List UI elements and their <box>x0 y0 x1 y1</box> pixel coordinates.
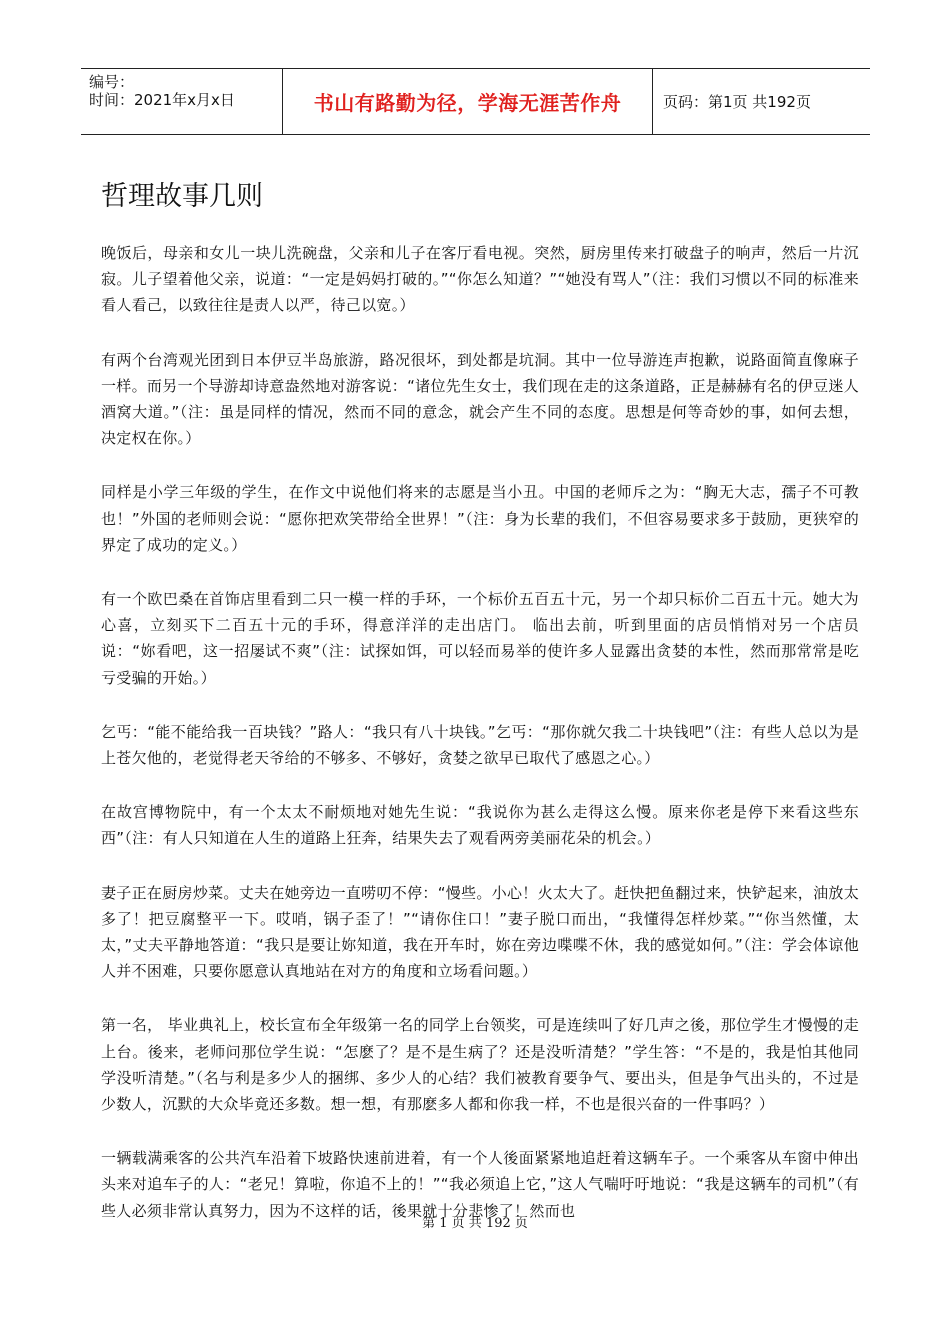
header-page-info: 页码：第1页 共192页 <box>663 93 811 111</box>
document-body <box>101 240 859 1252</box>
paragraph: 同样是小学三年级的学生，在作文中说他们将来的志愿是当小丑。中国的老师斥之为：“胸无大志，孺子不可教也！”外国的老师则会说：“愿你把欢笑带给全世界！”（注：身为长辈的我们，不但容易要求多于鼓励，更狭窄的界定了成功的定义。） <box>101 483 859 554</box>
paragraph: 晚饭后，母亲和女儿一块儿洗碗盘，父亲和儿子在客厅看电视。突然，厨房里传来打破盘子的响声，然后一片沉寂。儿子望着他父亲，说道：“一定是妈妈打破的。”“你怎么知道？”“她没有骂人”（注：我们习惯以不同的标准来看人看己，以致往往是责人以严，待己以宽。） <box>101 244 859 315</box>
paragraph: 在故宫博物院中，有一个太太不耐烦地对她先生说：“我说你为甚么走得这么慢。原来你老是停下来看这些东西”（注：有人只知道在人生的道路上狂奔，结果失去了观看两旁美丽花朵的机会。） <box>101 803 859 848</box>
date-label: 时间：2021年x月x日 <box>89 91 235 109</box>
header-table <box>81 68 870 135</box>
paragraph: 有一个欧巴桑在首饰店里看到二只一模一样的手环，一个标价五百五十元，另一个却只标价二百五十元。她大为心喜，立刻买下二百五十元的手环，得意洋洋的走出店门。 临出去前，听到里面的店员悄悄对另一个店员说：“妳看吧，这一招屡试不爽”（注：试探如饵，可以轻而易举的使许多人显露出贪婪的本性，然而那常常是吃亏受骗的开始。） <box>101 590 859 687</box>
paragraph: 一辆载满乘客的公共汽车沿着下坡路快速前进着，有一个人後面紧紧地追赶着这辆车子。一个乘客从车窗中伸出头来对追车子的人：“老兄！算啦，你追不上的！”“我必须追上它，”这人气喘吁吁地说：“我是这辆车的司机”（有些人必须非常认真努力，因为不这样的话，後果就十分悲惨了！然而也 <box>101 1149 859 1220</box>
paragraph: 第一名， 毕业典礼上，校长宣布全年级第一名的同学上台领奖，可是连续叫了好几声之後，那位学生才慢慢的走上台。後来，老师问那位学生说：“怎麽了？是不是生病了？还是没听清楚？”学生答：“不是的，我是怕其他同学没听清楚。”（名与利是多少人的捆绑、多少人的心结？我们被教育要争气、要出头，但是争气出头的，不过是少数人，沉默的大众毕竟还多数。想一想，有那麽多人都和你我一样，不也是很兴奋的一件事吗？） <box>101 1016 859 1114</box>
number-label: 编号： <box>89 73 135 91</box>
paragraph: 有两个台湾观光团到日本伊豆半岛旅游，路况很坏，到处都是坑洞。其中一位导游连声抱歉，说路面简直像麻子一样。而另一个导游却诗意盎然地对游客说：“诸位先生女士，我们现在走的这条道路，正是赫赫有名的伊豆迷人酒窝大道。”（注：虽是同样的情况，然而不同的意念，就会产生不同的态度。思想是何等奇妙的事，如何去想，决定权在你。） <box>101 350 859 448</box>
document-title: 哲理故事几则 <box>101 181 263 212</box>
page-footer: 第 1 页 共 192 页 <box>422 1216 528 1231</box>
paragraph: 妻子正在厨房炒菜。丈夫在她旁边一直唠叨不停：“慢些。小心！火太大了。赶快把鱼翻过来，快铲起来，油放太多了！把豆腐整平一下。哎哨，锅子歪了！”“请你住口！”妻子脱口而出，“我懂得怎样炒菜。”“你当然懂，太太，”丈夫平静地答道：“我只是要让妳知道，我在开车时，妳在旁边喋喋不休，我的感觉如何。”（注：学会体谅他人并不困难，只要你愿意认真地站在对方的角度和立场看问题。） <box>101 883 859 981</box>
paragraph: 乞丐：“能不能给我一百块钱？”路人：“我只有八十块钱。”乞丐：“那你就欠我二十块钱吧”（注：有些人总以为是上苍欠他的，老觉得老天爷给的不够多、不够好，贪婪之欲早已取代了感恩之心。） <box>101 722 859 768</box>
header-motto: 书山有路勤为径，学海无涯苦作舟 <box>283 69 653 134</box>
header-meta-cell <box>81 69 283 134</box>
